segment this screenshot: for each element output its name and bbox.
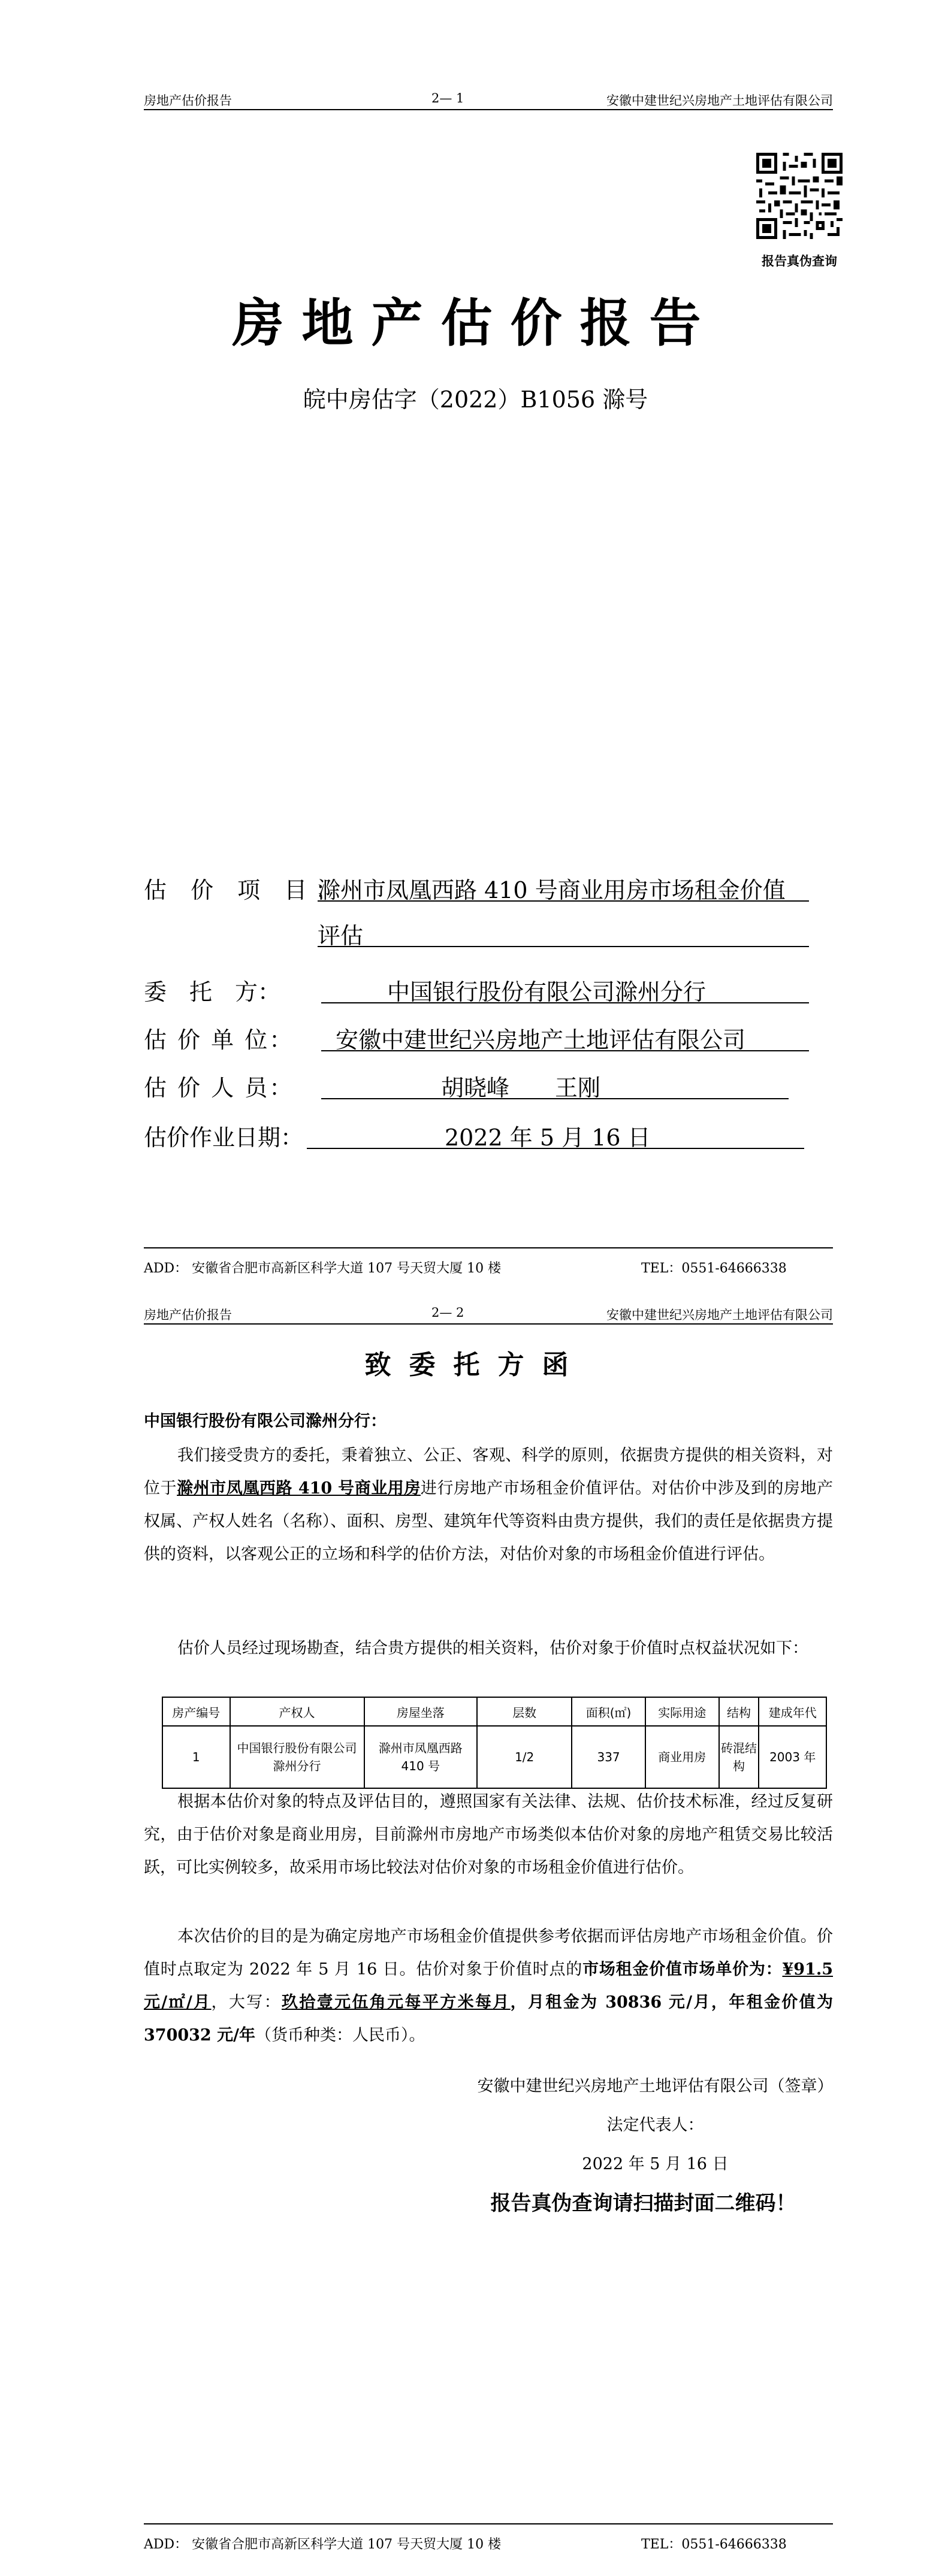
- paragraph-2: 估价人员经过现场勘查，结合贵方提供的相关资料，估价对象于价值时点权益状况如下：: [177, 1639, 808, 1658]
- letter-addressee: 中国银行股份有限公司滁州分行：: [144, 1412, 387, 1431]
- client-label: 委 托 方：: [144, 979, 281, 1005]
- header-right: 安徽中建世纪兴房地产土地评估有限公司: [606, 93, 833, 108]
- unit-price-value: ¥91.5 元/㎡/月: [144, 1960, 834, 2012]
- col-header: 实际用途: [645, 1697, 719, 1726]
- page-number: 2— 2: [431, 1305, 464, 1320]
- footer-tel: TEL：0551-64666338: [641, 1261, 787, 1276]
- client-value: 中国银行股份有限公司滁州分行: [321, 973, 809, 1003]
- report-title: 房地产估价报告: [232, 293, 719, 353]
- rent-totals: ，月租金为 30836 元/月，年租金价值为 370032 元/年: [144, 1993, 834, 2045]
- table-cell: 1/2: [477, 1726, 572, 1788]
- project-label: 估 价 项 目：: [144, 877, 347, 903]
- signature-representative: 法定代表人：: [606, 2116, 704, 2134]
- table-cell: 滁州市凤凰西路 410 号: [364, 1726, 478, 1788]
- table-cell: 中国银行股份有限公司滁州分行: [230, 1726, 364, 1788]
- signature-company: 安徽中建世纪兴房地产土地评估有限公司（签章）: [477, 2077, 834, 2096]
- p4-text-a: 本次估价的目的是为确定房地产市场租金价值提供参考依据而评估房地产市场租金价值。价值时点取定为 2022 年 5 月 16 日。估价对象于价值时点的: [144, 1927, 833, 1979]
- date-value: 2022 年 5 月 16 日: [307, 1119, 804, 1149]
- unit-value: 安徽中建世纪兴房地产土地评估有限公司: [321, 1021, 809, 1051]
- qr-code-icon[interactable]: [756, 153, 843, 239]
- page-header: [144, 89, 833, 110]
- verification-notice: 报告真伪查询请扫描封面二维码！: [490, 2191, 796, 2215]
- table-cell: 商业用房: [645, 1726, 719, 1788]
- paragraph-4: [144, 1920, 833, 2052]
- qr-caption: 报告真伪查询: [762, 253, 837, 268]
- unit-price-words: 玖拾壹元伍角元每平方米每月: [281, 1993, 511, 2012]
- page-number: 2— 1: [431, 91, 464, 105]
- letter-title: 致委托方函: [364, 1350, 587, 1380]
- page-header: [144, 1303, 833, 1325]
- table-header-row: [162, 1697, 826, 1726]
- table-cell: 337: [572, 1726, 645, 1788]
- unit-price-label: 市场租金价值市场单价为：: [582, 1960, 783, 1979]
- footer-address: ADD： 安徽省合肥市高新区科学大道 107 号天贸大厦 10 楼: [144, 2537, 502, 2552]
- project-value-line1: 滁州市凤凰西路 410 号商业用房市场租金价值: [318, 872, 809, 902]
- col-header: 房产编号: [162, 1697, 230, 1726]
- table-row: [162, 1726, 826, 1788]
- p1-text-a: 我们接受贵方的委托，秉着独立、公正、客观、科学的原则，依据贵方提供的相关资料，对位于: [144, 1446, 833, 1498]
- p1-text-c: 进行房地产市场租金价值评估。对估价中涉及到的房地产权属、产权人姓名（名称）、面积、房型、建筑年代等资料由贵方提供，我们的责任是依据贵方提供的资料，以客观公正的立场和科学的估价方法，对估价对象的市场租金价值进行评估。: [144, 1479, 834, 1564]
- footer-address: ADD： 安徽省合肥市高新区科学大道 107 号天贸大厦 10 楼: [144, 1261, 502, 1276]
- table-cell: 砖混结构: [719, 1726, 759, 1788]
- footer-divider: [144, 1247, 833, 1248]
- currency-note: （货币种类：人民币）。: [255, 2026, 425, 2045]
- letter-page: [0, 1288, 951, 2576]
- paragraph-3: 根据本估价对象的特点及评估目的，遵照国家有关法律、法规、估价技术标准，经过反复研究，由于估价对象是商业用房，目前滁州市房地产市场类似本估价对象的房地产租赁交易比较活跃，可比实例较多，故采用市场比较法对估价对象的市场租金价值进行估价。: [144, 1792, 833, 1877]
- header-right: 安徽中建世纪兴房地产土地评估有限公司: [606, 1308, 833, 1322]
- unit-label: 估 价 单 位：: [144, 1027, 294, 1053]
- p4-text-d: ，大写：: [211, 1993, 282, 2012]
- col-header: 结构: [719, 1697, 759, 1726]
- footer-tel: TEL：0551-64666338: [641, 2537, 787, 2552]
- document-number: 皖中房估字（2022）B1056 滁号: [303, 386, 648, 413]
- footer-divider: [144, 2523, 833, 2524]
- col-header: 面积(㎡): [572, 1697, 645, 1726]
- table-cell: 1: [162, 1726, 230, 1788]
- signature-date: 2022 年 5 月 16 日: [582, 2155, 729, 2173]
- header-left: 房地产估价报告: [144, 1308, 232, 1322]
- project-value-line2: 评估: [318, 917, 809, 947]
- col-header: 房屋坐落: [364, 1697, 478, 1726]
- property-table: [162, 1697, 827, 1789]
- col-header: 建成年代: [759, 1697, 826, 1726]
- col-header: 层数: [477, 1697, 572, 1726]
- table-cell: 2003 年: [759, 1726, 826, 1788]
- col-header: 产权人: [230, 1697, 364, 1726]
- date-label: 估价作业日期：: [144, 1124, 304, 1151]
- staff-label: 估 价 人 员：: [144, 1075, 294, 1101]
- property-address: 滁州市凤凰西路 410 号商业用房: [177, 1479, 421, 1498]
- paragraph-1: [144, 1439, 833, 1571]
- header-left: 房地产估价报告: [144, 93, 232, 108]
- staff-value: 胡晓峰 王刚: [321, 1069, 789, 1099]
